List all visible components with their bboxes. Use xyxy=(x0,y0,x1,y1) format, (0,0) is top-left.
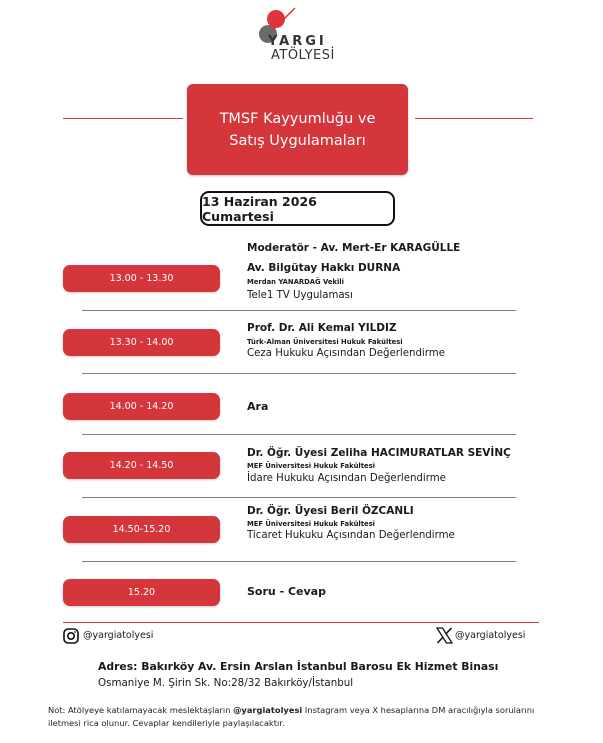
session-time: 14.20 - 14.50 xyxy=(63,452,220,479)
footer-line xyxy=(63,622,539,623)
session-institution: MEF Üniversitesi Hukuk Fakültesi xyxy=(247,462,375,470)
session-speaker: Av. Bilgütay Hakkı DURNA xyxy=(247,262,401,274)
divider xyxy=(82,561,516,562)
session-institution: Türk-Alman Üniversitesi Hukuk Fakültesi xyxy=(247,338,403,346)
event-title: TMSF Kayyumluğu ve Satış Uygulamaları xyxy=(219,110,376,149)
x-handle[interactable]: @yargiatolyesi xyxy=(455,630,526,641)
break-label: Ara xyxy=(247,400,269,413)
divider xyxy=(82,434,516,435)
divider xyxy=(82,310,516,311)
moderator: Moderatör - Av. Mert-Er KARAGÜLLE xyxy=(247,242,461,254)
title-right-line xyxy=(415,118,533,119)
address-line-2: Osmaniye M. Şirin Sk. No:28/32 Bakırköy/İstanbul xyxy=(98,677,354,689)
session-topic: Tele1 TV Uygulaması xyxy=(247,290,353,301)
note-text-before: Not: Atölyeye katılamayacak meslektaşların xyxy=(48,705,234,715)
session-speaker: Dr. Öğr. Üyesi Beril ÖZCANLI xyxy=(247,505,414,517)
event-title-box xyxy=(187,84,408,175)
session-institution: Merdan YANARDAĞ Vekili xyxy=(247,278,344,286)
logo-title: YARGI xyxy=(268,34,327,49)
session-time: 13.30 - 14.00 xyxy=(63,329,220,356)
event-date: 13 Haziran 2026 Cumartesi xyxy=(200,191,395,226)
divider xyxy=(82,497,516,498)
session-topic: Ticaret Hukuku Açısından Değerlendirme xyxy=(247,530,455,541)
session-time: 13.00 - 13.30 xyxy=(63,265,220,292)
session-topic: İdare Hukuku Açısından Değerlendirme xyxy=(247,473,446,484)
instagram-handle[interactable]: @yargiatolyesi xyxy=(83,630,154,641)
session-time: 15.20 xyxy=(63,579,220,606)
divider xyxy=(82,373,516,374)
note-text-after: Instagram veya X hesaplarına DM aracılığıyla sorularını iletmesi rica olunur. Cevaplar kendileriyle paylaşılacaktır. xyxy=(48,705,535,728)
session-speaker: Prof. Dr. Ali Kemal YILDIZ xyxy=(247,322,397,334)
session-speaker: Dr. Öğr. Üyesi Zeliha HACIMURATLAR SEVİNÇ xyxy=(247,447,511,459)
x-icon[interactable] xyxy=(436,627,453,644)
note-handle[interactable]: @yargiatolyesi xyxy=(233,705,303,715)
qa-label: Soru - Cevap xyxy=(247,585,326,598)
note xyxy=(48,704,568,730)
address-line-1: Adres: Bakırköy Av. Ersin Arslan İstanbul Barosu Ek Hizmet Binası xyxy=(98,660,499,673)
title-left-line xyxy=(63,118,183,119)
session-topic: Ceza Hukuku Açısından Değerlendirme xyxy=(247,348,445,359)
session-time: 14.50-15.20 xyxy=(63,516,220,543)
logo-subtitle: ATÖLYESİ xyxy=(271,48,335,63)
instagram-icon[interactable] xyxy=(63,628,79,644)
session-time: 14.00 - 14.20 xyxy=(63,393,220,420)
session-institution: MEF Üniversitesi Hukuk Fakültesi xyxy=(247,520,375,528)
